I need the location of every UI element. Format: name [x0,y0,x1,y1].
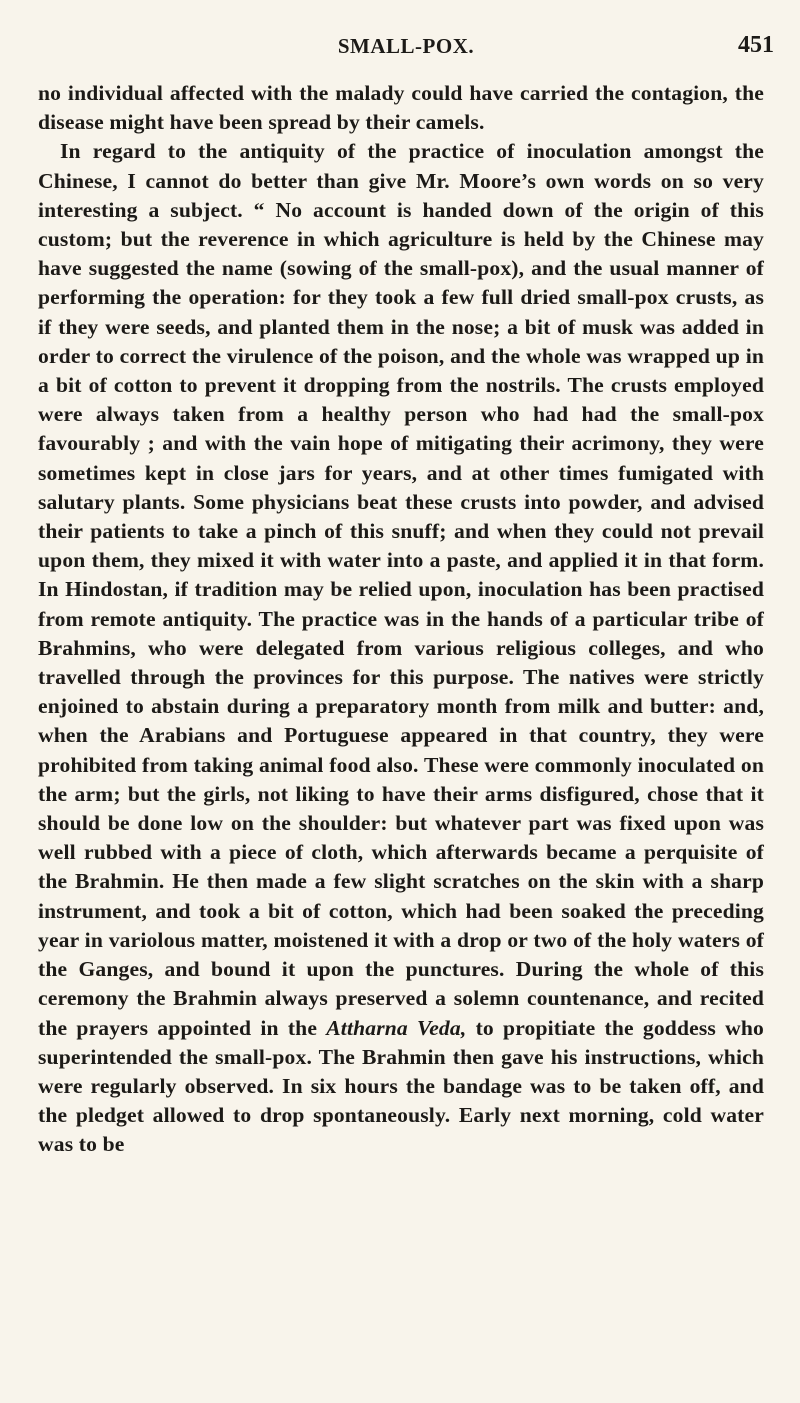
veda-title: Attharna Veda, [326,1015,467,1040]
paragraph-text-before: In regard to the antiquity of the practice of inoculation amongst the Chinese, I cannot do better than give Mr. Moore’s own words on so very interesting a subject. “ No account is handed down of the origin of this custom; but the reverence in which agriculture is held by the Chinese may have suggested the name (sowing of the small-pox), and the usual manner of performing the operation: for they took a few full dried small-pox crusts, as if they were seeds, and planted them in the nose; a bit of musk was added in order to correct the virulence of the poison, and the whole was wrapped up in a bit of cotton to prevent it dropping from the nostrils. The crusts employed were always taken from a healthy person who had had the small-pox favourably ; and with the vain hope of mitigating their acrimony, they were sometimes kept in close jars for years, and at other times fumigated with salutary plants. Some physicians beat these crusts into powder, and advised their patients to take a pinch of this snuff; and when they could not prevail upon them, they mixed it with water into a paste, and applied it in that form. In Hindostan, if tradition may be relied upon, inoculation has been practised from remote antiquity. The practice was in the hands of a particular tribe of Brahmins, who were delegated from various religious colleges, and who travelled through the provinces for this purpose. The natives were strictly enjoined to abstain during a preparatory month from milk and butter: and, when the Arabians and Portuguese appeared in that country, they were prohibited from taking animal food also. These were commonly inoculated on the arm; but the girls, not liking to have their arms disfigured, chose that it should be done low on the shoulder: but whatever part was fixed upon was well rubbed with a piece of cloth, which afterwards became a perquisite of the Brahmin. He then made a few slight scratches on the skin with a sharp instrument, and took a bit of cotton, which had been soaked the preceding year in variolous matter, moistened it with a drop or two of the holy waters of the Ganges, and bound it upon the punctures. During the whole of this ceremony the Brahmin always preserved a solemn countenance, and recited the prayers appointed in the [38,139,764,1040]
paragraph-continued: no individual affected with the malady could have carried the contagion, the disease might have been spread by their camels. [38,81,764,135]
body-text [38,79,764,1160]
paragraph-inoculation [38,137,764,1159]
running-head: SMALL-POX. [337,34,475,58]
paragraph-text-after: to propitiate the goddess who superintended the small-pox. The Brahmin then gave his instructions, which were regularly observed. In six hours the bandage was to be taken off, and the pledget allowed to drop spontaneously. Early next morning, cold water was to be [38,1015,764,1157]
page-number: 451 [738,32,774,58]
page-header [38,34,774,66]
